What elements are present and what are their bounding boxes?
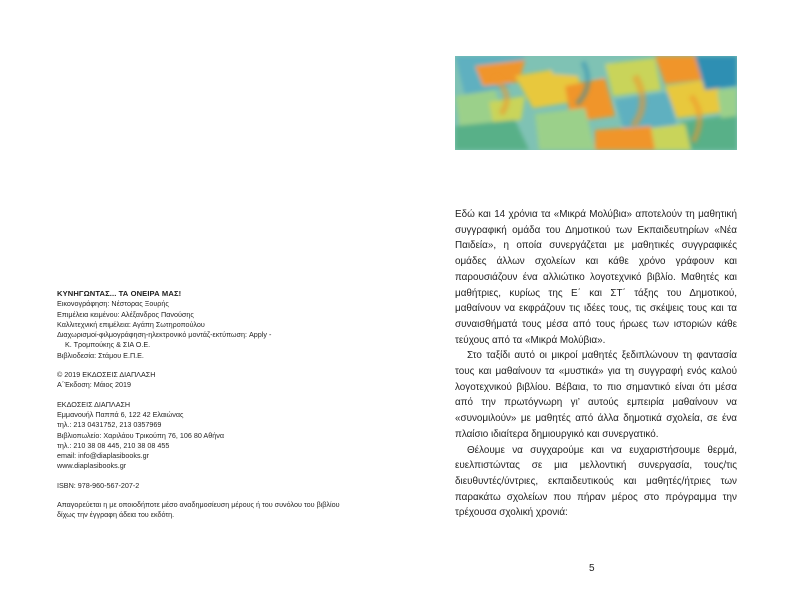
banner-patch bbox=[651, 124, 691, 150]
banner-patch bbox=[595, 126, 655, 150]
credit-printing: Διαχωρισμοί-φιλμογράφηση-ηλεκτρονικό μοντάζ-εκτύπωση: Apply - bbox=[57, 330, 272, 340]
bookstore-address: Βιβλιοπωλείο: Χαριλάου Τρικούπη 76, 106 80 Αθήνα bbox=[57, 430, 224, 440]
banner-patch bbox=[605, 58, 661, 96]
copyright-line: © 2019 ΕΚΔΟΣΕΙΣ ΔΙΑΠΛΑΣΗ bbox=[57, 370, 156, 380]
colophon bbox=[57, 289, 342, 521]
page-number: 5 bbox=[589, 563, 595, 574]
book-title: ΚΥΝΗΓΩΝΤΑΣ... ΤΑ ΟΝΕΙΡΑ ΜΑΣ! bbox=[57, 289, 182, 298]
body-text bbox=[455, 207, 737, 521]
isbn-line: ISBN: 978-960-567-207-2 bbox=[57, 480, 140, 490]
credit-printing-company: Κ. Τρομπούκης & ΣΙΑ Ο.Ε. bbox=[65, 340, 151, 350]
abstract-painting-image bbox=[455, 56, 737, 150]
credit-art-direction: Καλλιτεχνική επιμέλεια: Αγάπη Σωτηροπούλου bbox=[57, 319, 205, 329]
abstract-painting-banner bbox=[455, 56, 737, 150]
paragraph-thanks: Θέλουμε να συγχαρούμε και να ευχαριστήσουμε θερμά, ευελπιστώντας σε μια μελλοντική συνεργασία, τους/τις διευθυντές/ύντριες, εκπαιδευτικούς και μαθητές/ήτριες των παρακάτω σχολείων που πήραν μέρος στο πρόγραμμα την τρέχουσα σχολική χρονιά: bbox=[455, 444, 737, 519]
banner-patch bbox=[535, 108, 595, 150]
publisher-name: ΕΚΔΟΣΕΙΣ ΔΙΑΠΛΑΣΗ bbox=[57, 399, 131, 409]
paragraph-journey: Στο ταξίδι αυτό οι μικροί μαθητές ξεδιπλώνουν τη φαντασία τους και μαθαίνουν τα «μυστικά» για τη συγγραφή ενός καλού λογοτεχνικού βιβλίου. Βέβαια, το πιο σημαντικό είναι ότι μέσα από την πρωτόγνωρη γι’ αυτούς εμπειρία μαθαίνουν να «συνομιλούν» με μαθητές από άλλα δημοτικά σχολεία, σε ένα πλαίσιο ιδιαίτερα δημιουργικό και συνεργατικό. bbox=[455, 350, 737, 440]
publisher-email: email: info@diaplasibooks.gr bbox=[57, 451, 149, 461]
credit-illustration: Εικονογράφηση: Νέστορας Ξουρής bbox=[57, 299, 169, 309]
credit-text-editing: Επιμέλεια κειμένου: Αλέξανδρος Πανούσης bbox=[57, 309, 194, 319]
publisher-phone: τηλ.: 213 0431752, 213 0357969 bbox=[57, 420, 162, 430]
credit-binding: Βιβλιοδεσία: Στάμου Ε.Π.Ε. bbox=[57, 350, 144, 360]
publisher-address: Εμμανουήλ Παππά 6, 122 42 Ελαιώνας bbox=[57, 409, 184, 419]
paragraph-intro: Εδώ και 14 χρόνια τα «Μικρά Μολύβια» αποτελούν τη μαθητική συγγραφική ομάδα του Δημοτικού των Εκπαιδευτηρίων «Νέα Παιδεία», η οποία συνεργάζεται με μαθητικές συγγραφικές ομάδες άλλων σχολείων και κάθε χρόνο γράφουν και παρουσιάζουν ένα αλλιώτικο λογοτεχνικό βιβλίο. Μαθητές και μαθήτριες, κυρίως της Ε΄ και ΣΤ΄ τάξης του Δημοτικού, μαθαίνουν να εκφράζουν τις ιδέες τους, τις σκέψεις τους και τα συναισθήματά τους μέσα από τους ήρωες των ιστοριών κάθε τεύχους από τα «Μικρά Μολύβια». bbox=[455, 209, 737, 346]
copyright-notice: Απαγορεύεται η με οποιοδήποτε μέσο αναδημοσίευση μέρους ή του συνόλου του βιβλίου δίχως την έγγραφη άδεια του εκδότη. bbox=[57, 500, 340, 520]
publisher-website: www.diaplasibooks.gr bbox=[57, 461, 127, 471]
edition-line: Α΄Έκδοση: Μάιος 2019 bbox=[57, 380, 131, 390]
bookstore-phone: τηλ.: 210 38 08 445, 210 38 08 455 bbox=[57, 440, 170, 450]
